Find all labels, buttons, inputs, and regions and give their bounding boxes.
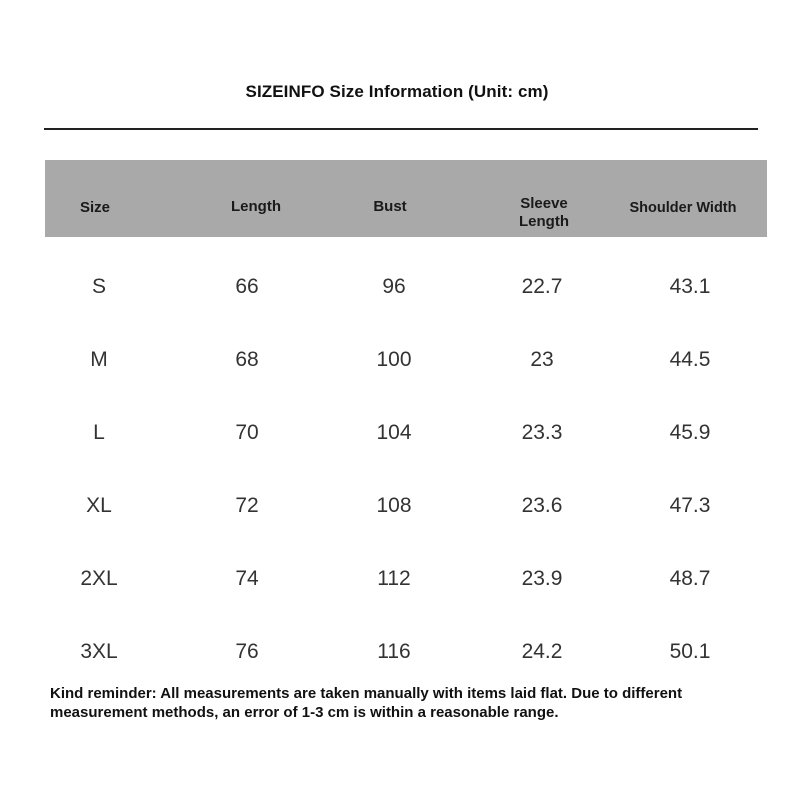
cell-length: 76	[235, 640, 259, 663]
header-size: Size	[79, 198, 110, 216]
measurement-reminder: Kind reminder: All measurements are taken manually with items laid flat. Due to different measurement methods, an error of 1-3 cm is within a reasonable range.	[50, 685, 683, 721]
title-divider	[44, 128, 758, 130]
cell-length: 70	[235, 421, 259, 444]
table-row	[45, 469, 767, 542]
size-table-body	[45, 250, 767, 688]
cell-sleeve-length: 23.6	[521, 494, 563, 517]
table-row	[45, 323, 767, 396]
cell-shoulder-width: 44.5	[669, 348, 711, 371]
page-title: SIZEINFO Size Information (Unit: cm)	[245, 82, 549, 101]
cell-size: 3XL	[80, 640, 118, 663]
cell-length: 68	[235, 348, 259, 371]
cell-bust: 108	[376, 494, 412, 517]
cell-sleeve-length: 23.9	[521, 567, 563, 590]
cell-size: L	[93, 421, 105, 444]
cell-size: XL	[86, 494, 112, 517]
cell-sleeve-length: 22.7	[521, 275, 563, 298]
header-sleeve-length: Sleeve Length	[519, 194, 569, 230]
cell-shoulder-width: 47.3	[669, 494, 711, 517]
cell-length: 74	[235, 567, 259, 590]
cell-bust: 104	[376, 421, 412, 444]
cell-length: 66	[235, 275, 259, 298]
cell-length: 72	[235, 494, 259, 517]
table-row	[45, 250, 767, 323]
cell-bust: 116	[377, 640, 411, 663]
cell-size: S	[91, 275, 107, 298]
cell-bust: 96	[382, 275, 406, 298]
cell-size: M	[90, 348, 108, 371]
cell-bust: 100	[376, 348, 412, 371]
cell-bust: 112	[377, 567, 411, 590]
table-row	[45, 396, 767, 469]
cell-shoulder-width: 45.9	[669, 421, 711, 444]
cell-size: 2XL	[80, 567, 118, 590]
cell-shoulder-width: 50.1	[669, 640, 711, 663]
header-shoulder-width: Shoulder Width	[629, 199, 737, 216]
cell-sleeve-length: 24.2	[521, 640, 563, 663]
cell-shoulder-width: 48.7	[669, 567, 711, 590]
cell-sleeve-length: 23	[530, 348, 554, 371]
header-length: Length	[231, 197, 281, 215]
table-row	[45, 542, 767, 615]
header-bust: Bust	[373, 197, 407, 215]
table-row	[45, 615, 767, 688]
cell-shoulder-width: 43.1	[669, 275, 711, 298]
size-table-header	[45, 160, 767, 237]
cell-sleeve-length: 23.3	[521, 421, 563, 444]
